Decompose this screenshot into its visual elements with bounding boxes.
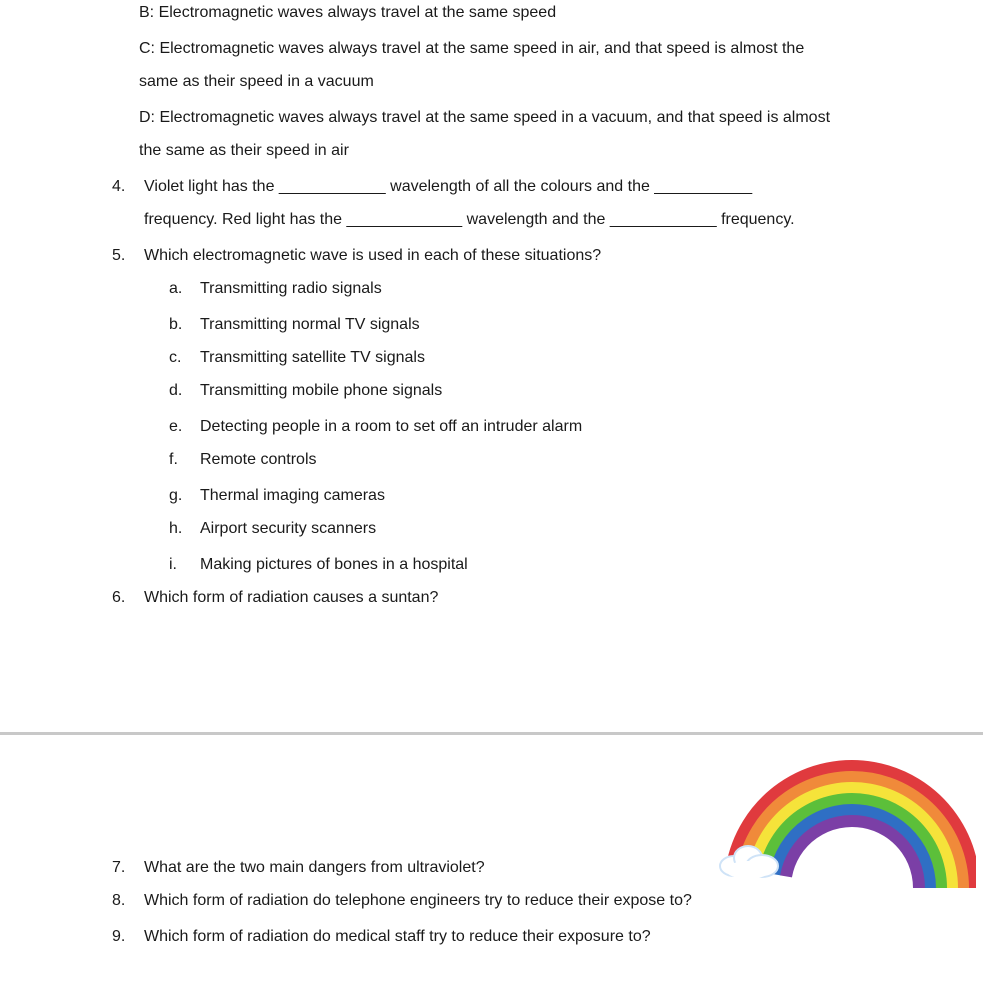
rainbow-icon	[712, 756, 976, 888]
question-5-number: 5.	[112, 247, 126, 264]
question-6-text: Which form of radiation causes a suntan?	[144, 589, 439, 606]
list-item-letter: a.	[169, 280, 183, 297]
list-item: Thermal imaging cameras	[200, 487, 385, 504]
list-item: Transmitting normal TV signals	[200, 316, 420, 333]
question-7-number: 7.	[112, 859, 126, 876]
list-item: Making pictures of bones in a hospital	[200, 556, 468, 573]
list-item: Airport security scanners	[200, 520, 377, 537]
list-item: Remote controls	[200, 451, 317, 468]
question-9-number: 9.	[112, 928, 126, 945]
question-8-text: Which form of radiation do telephone engineers try to reduce their expose to?	[144, 892, 692, 909]
list-item: Transmitting satellite TV signals	[200, 349, 425, 366]
page-break-divider	[0, 732, 983, 735]
option-d-line2: the same as their speed in air	[139, 142, 349, 159]
list-item-letter: g.	[169, 487, 183, 504]
question-4-line2: frequency. Red light has the _____________ wavelength and the ____________ frequency.	[144, 211, 795, 228]
list-item-letter: f.	[169, 451, 178, 468]
question-5-text: Which electromagnetic wave is used in each of these situations?	[144, 247, 602, 264]
list-item-letter: i.	[169, 556, 177, 573]
list-item: Detecting people in a room to set off an intruder alarm	[200, 418, 583, 435]
question-6-number: 6.	[112, 589, 126, 606]
list-item-letter: h.	[169, 520, 183, 537]
option-c-line1: C: Electromagnetic waves always travel at the same speed in air, and that speed is almost the	[139, 40, 805, 57]
list-item-letter: c.	[169, 349, 182, 366]
question-4-line1: Violet light has the ____________ wavelength of all the colours and the ___________	[144, 178, 753, 195]
question-7-text: What are the two main dangers from ultraviolet?	[144, 859, 485, 876]
list-item-letter: b.	[169, 316, 183, 333]
question-4-number: 4.	[112, 178, 126, 195]
option-b: B: Electromagnetic waves always travel at the same speed	[139, 4, 557, 21]
option-d-line1: D: Electromagnetic waves always travel at the same speed in a vacuum, and that speed is almost	[139, 109, 831, 126]
list-item-letter: e.	[169, 418, 183, 435]
option-c-line2: same as their speed in a vacuum	[139, 73, 374, 90]
question-8-number: 8.	[112, 892, 126, 909]
question-9-text: Which form of radiation do medical staff try to reduce their exposure to?	[144, 928, 651, 945]
list-item: Transmitting mobile phone signals	[200, 382, 443, 399]
list-item-letter: d.	[169, 382, 183, 399]
list-item: Transmitting radio signals	[200, 280, 382, 297]
